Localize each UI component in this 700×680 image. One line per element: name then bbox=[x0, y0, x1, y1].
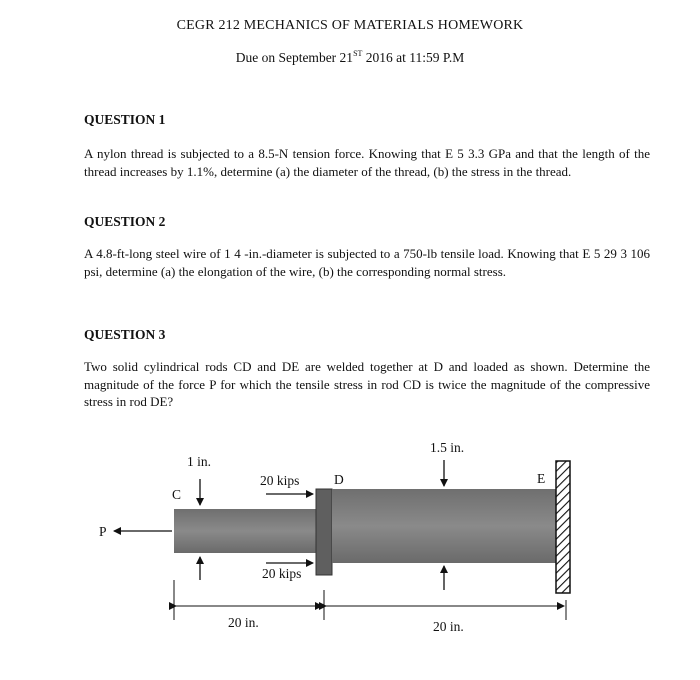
label-d: D bbox=[334, 472, 344, 487]
collar-d bbox=[316, 489, 332, 575]
document-title: CEGR 212 MECHANICS OF MATERIALS HOMEWORK bbox=[176, 18, 524, 33]
label-20kips-bottom: 20 kips bbox=[262, 566, 302, 581]
label-p: P bbox=[99, 524, 107, 539]
question-1-heading: QUESTION 1 bbox=[84, 112, 166, 127]
due-date-superscript: ST bbox=[353, 49, 363, 58]
due-date-prefix: Due on September 21 bbox=[235, 50, 354, 65]
label-20in-left: 20 in. bbox=[228, 615, 259, 630]
label-1in: 1 in. bbox=[187, 454, 212, 469]
label-20in-right: 20 in. bbox=[433, 619, 464, 634]
due-date-suffix: 2016 at 11:59 P.M bbox=[362, 50, 465, 65]
question-3-text: Two solid cylindrical rods CD and DE are welded together at D and loaded as shown. Determine the magnitude of the force P for which the tensile stress in rod CD is twice the magnitude of the compressive stress in rod DE? bbox=[84, 359, 650, 409]
label-20kips-top: 20 kips bbox=[260, 473, 300, 488]
label-15in: 1.5 in. bbox=[430, 440, 465, 455]
question-2-text: A 4.8-ft-long steel wire of 1 4 -in.-diameter is subjected to a 750-lb tensile load. Knowing that E 5 29 3 106 psi, determine (a) the elongation of the wire, (b) the corresponding normal stress. bbox=[84, 246, 650, 279]
question-2-heading: QUESTION 2 bbox=[84, 214, 166, 229]
label-c: C bbox=[172, 487, 182, 502]
rod-de bbox=[332, 489, 556, 563]
label-e: E bbox=[537, 471, 546, 486]
question-1-text: A nylon thread is subjected to a 8.5-N tension force. Knowing that E 5 3.3 GPa and that the length of the thread increases by 1.1%, determine (a) the diameter of the thread, (b) the stress in the thread. bbox=[84, 146, 650, 179]
question-3-heading: QUESTION 3 bbox=[84, 327, 166, 342]
rod-cd bbox=[174, 509, 320, 553]
wall-support bbox=[556, 461, 570, 593]
